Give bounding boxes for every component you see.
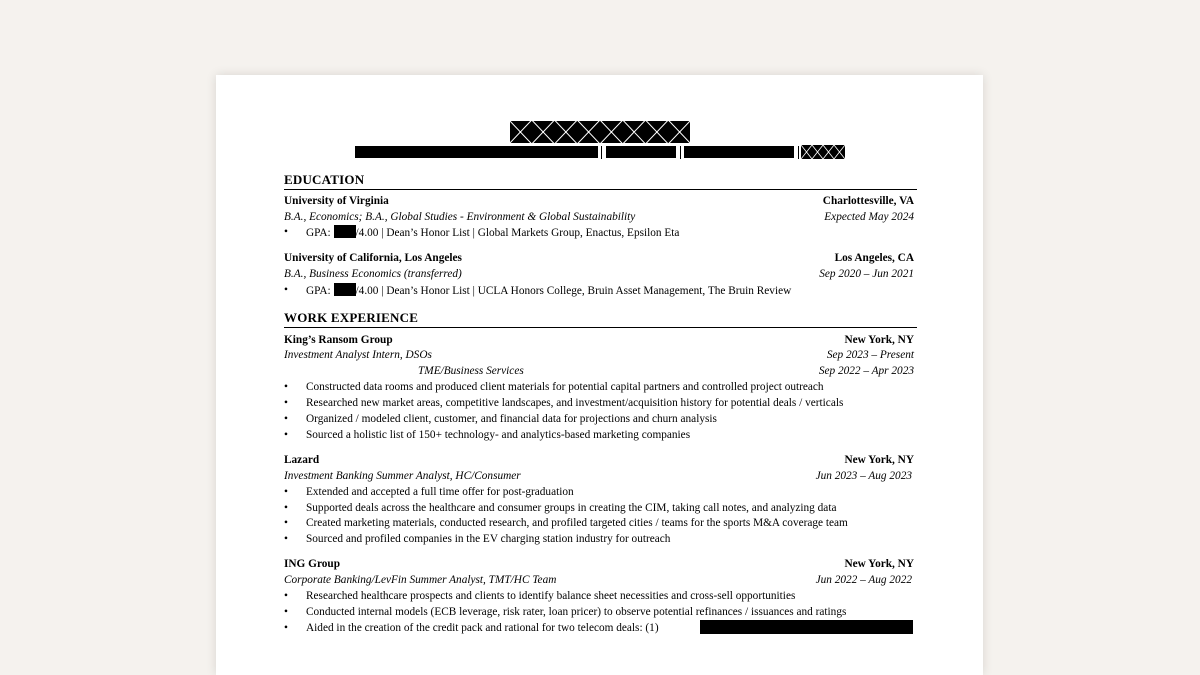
bullet-text: Researched new market areas, competitive landscapes, and investment/acquisition history for potential deals / verticals [306,397,844,409]
bullet-text: Created marketing materials, conducted research, and profiled targeted cities / teams for the sports M&A coverage team [306,517,848,529]
bullet-dot: • [284,381,288,393]
job-location: New York, NY [844,334,914,346]
gpa-rest: /4.00 | Dean’s Honor List | Global Markets Group, Enactus, Epsilon Eta [355,227,680,239]
bullet-text: Sourced a holistic list of 150+ technology- and analytics-based marketing companies [306,429,691,441]
job-role: Investment Banking Summer Analyst, HC/Consumer [284,470,521,482]
bullet-dot: • [284,502,288,514]
degree: B.A., Economics; B.A., Global Studies - Environment & Global Sustainability [284,211,636,223]
job-header [284,453,914,467]
bullet-dot: • [284,429,288,441]
job-role: Investment Analyst Intern, DSOs [284,349,432,361]
bullet-dot: • [284,413,288,425]
gpa-rest: /4.00 | Dean’s Honor List | UCLA Honors College, Bruin Asset Management, The Bruin Review [355,285,792,297]
school-name: University of Virginia [284,195,389,207]
school-location: Los Angeles, CA [834,252,914,264]
resume-page [216,75,983,675]
section-title-education: EDUCATION [284,172,365,187]
job-date: Jun 2023 – Aug 2023 [815,470,912,482]
bullet-text: Conducted internal models (ECB leverage, risk rater, loan pricer) to observe potential refinances / issuances and ratings [306,606,847,618]
job-role-row [284,469,914,483]
bullet-text [306,283,791,298]
gpa-label: GPA: [306,227,334,239]
edu-date: Sep 2020 – Jun 2021 [819,268,914,280]
job-date: Jun 2022 – Aug 2022 [815,574,912,586]
bullet-dot: • [284,486,288,498]
contact-divider [680,146,681,159]
job-role-row [284,573,914,587]
contact-divider [798,146,799,159]
bullet-text: Aided in the creation of the credit pack and rational for two telecom deals: (1) [306,622,659,634]
contact-divider [601,146,602,159]
edu-date: Expected May 2024 [824,211,914,223]
job-location: New York, NY [844,558,914,570]
job-role-row [284,348,914,362]
bullet-text: Extended and accepted a full time offer for post-graduation [306,486,574,498]
degree: B.A., Business Economics (transferred) [284,268,462,280]
job-date: Sep 2023 – Present [826,349,914,361]
edu-header [284,251,914,265]
bullet-text: Researched healthcare prospects and clients to identify balance sheet necessities and cross-sell opportunities [306,590,796,602]
bullet-dot: • [284,517,288,529]
job-header [284,557,914,571]
redacted-email [684,146,794,158]
edu-degree-row [284,210,914,224]
redacted-gpa [334,225,356,238]
redacted-address [355,146,598,158]
bullet-dot: • [284,397,288,409]
bullet-text [306,225,679,240]
bullet-dot: • [284,622,288,634]
bullet-dot: • [284,284,288,296]
job-header [284,333,914,347]
bullet-dot: • [284,606,288,618]
redacted-gpa [334,283,356,296]
school-name: University of California, Los Angeles [284,252,462,264]
edu-header [284,194,914,208]
bullet-text: Constructed data rooms and produced client materials for potential capital partners and controlled project outreach [306,381,824,393]
section-rule [284,189,917,190]
job-role: Corporate Banking/LevFin Summer Analyst, TMT/HC Team [284,574,557,586]
job-date: Sep 2022 – Apr 2023 [818,365,914,377]
bullet-dot: • [284,533,288,545]
redacted-phone [606,146,676,158]
bullet-text: Supported deals across the healthcare and consumer groups in creating the CIM, taking call notes, and analyzing data [306,502,837,514]
edu-degree-row [284,267,914,281]
bullet-text: Organized / modeled client, customer, and financial data for projections and churn analysis [306,413,717,425]
section-rule [284,327,917,328]
section-title-work: WORK EXPERIENCE [284,310,419,325]
company-name: King’s Ransom Group [284,334,393,346]
redacted-deal-text [700,620,913,634]
redacted-name [509,120,691,144]
company-name: Lazard [284,454,320,466]
bullet-text: Sourced and profiled companies in the EV charging station industry for outreach [306,533,671,545]
job-role: TME/Business Services [418,365,524,377]
gpa-label: GPA: [306,285,334,297]
job-location: New York, NY [844,454,914,466]
school-location: Charlottesville, VA [822,195,914,207]
bullet-dot: • [284,226,288,238]
bullet-dot: • [284,590,288,602]
company-name: ING Group [284,558,340,570]
redacted-link [801,145,845,159]
